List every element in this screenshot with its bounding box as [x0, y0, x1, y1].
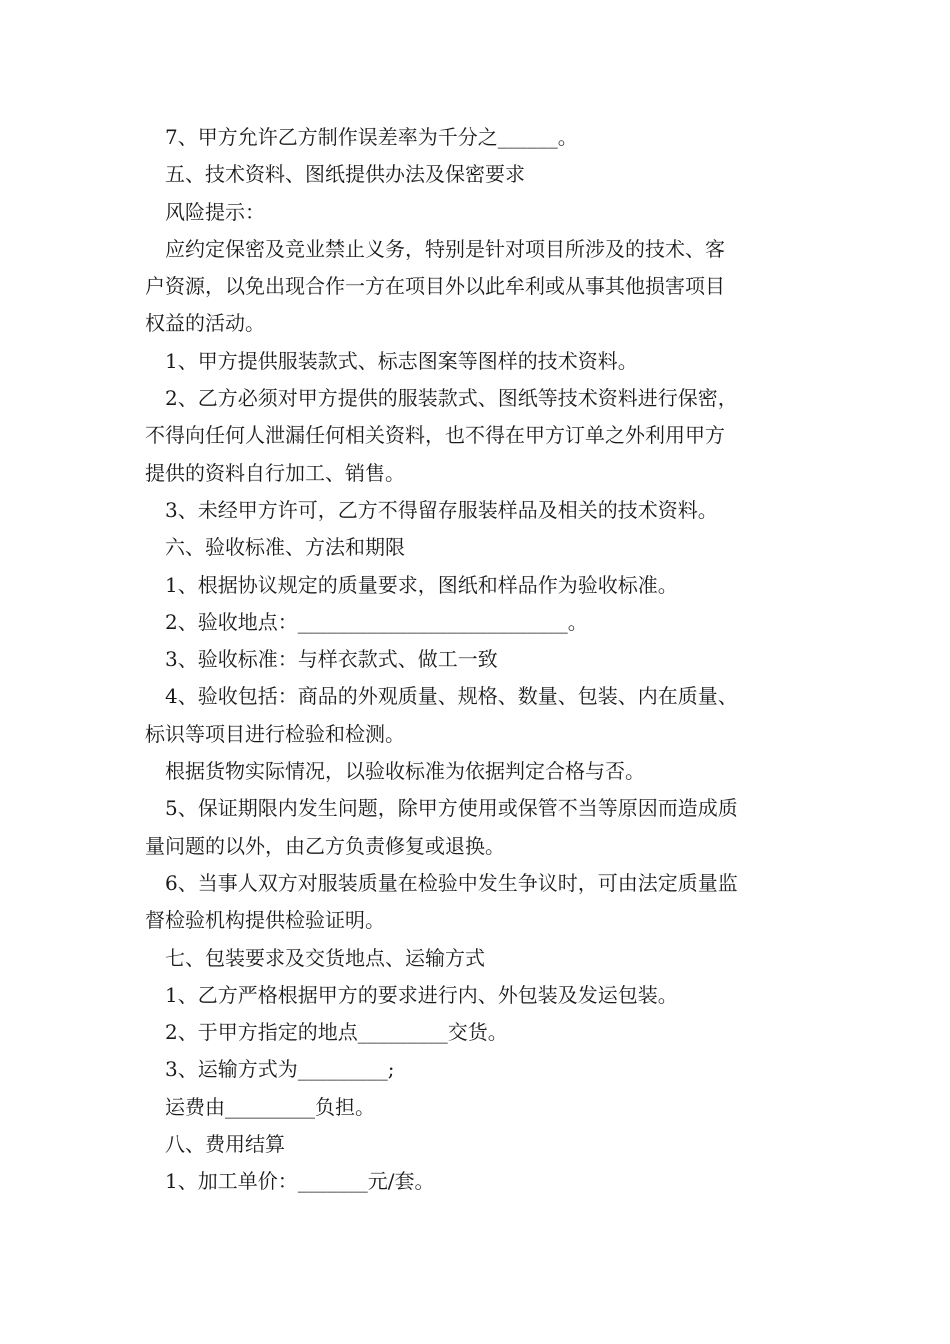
- risk-notice-text-line-1: 应约定保密及竞业禁止义务，特别是针对项目所涉及的技术、客: [165, 236, 725, 261]
- section-8-clause-1: 1、加工单价：_______元/套。: [165, 1169, 435, 1194]
- section-5-clause-2-line-3: 提供的资料自行加工、销售。: [145, 460, 405, 485]
- document-page: [145, 119, 807, 1201]
- risk-notice-text-line-3: 权益的活动。: [145, 311, 265, 336]
- section-6-clause-5-line-2: 量问题的以外，由乙方负责修复或退换。: [145, 833, 505, 858]
- section-7-clause-3: 3、运输方式为_________;: [165, 1057, 395, 1082]
- section-6-clause-5-line-1: 5、保证期限内发生问题，除甲方使用或保管不当等原因而造成质: [165, 796, 738, 821]
- section-6-clause-4-line-2: 标识等项目进行检验和检测。: [145, 721, 405, 746]
- section-7-clause-1: 1、乙方严格根据甲方的要求进行内、外包装及发运包装。: [165, 982, 678, 1007]
- risk-notice-label: 风险提示：: [165, 199, 265, 224]
- section-6-clause-1: 1、根据协议规定的质量要求，图纸和样品作为验收标准。: [165, 572, 678, 597]
- section-6-clause-3: 3、验收标准：与样衣款式、做工一致: [165, 647, 498, 672]
- section-5-heading: 五、技术资料、图纸提供办法及保密要求: [165, 162, 525, 187]
- section-6-clause-6-line-2: 督检验机构提供检验证明。: [145, 908, 385, 933]
- section-7-freight: 运费由_________负担。: [165, 1094, 375, 1119]
- clause-7-tolerance: 7、甲方允许乙方制作误差率为千分之______。: [165, 125, 578, 149]
- section-7-clause-2: 2、于甲方指定的地点_________交货。: [165, 1020, 508, 1045]
- section-6-clause-2: 2、验收地点：___________________________。: [165, 609, 588, 634]
- section-7-heading: 七、包装要求及交货地点、运输方式: [165, 945, 485, 970]
- section-5-clause-2-line-2: 不得向任何人泄漏任何相关资料，也不得在甲方订单之外利用甲方: [145, 423, 725, 448]
- section-5-clause-3: 3、未经甲方许可，乙方不得留存服装样品及相关的技术资料。: [165, 497, 718, 522]
- section-5-clause-1: 1、甲方提供服装款式、标志图案等图样的技术资料。: [165, 348, 638, 373]
- section-6-judgement: 根据货物实际情况，以验收标准为依据判定合格与否。: [165, 759, 645, 784]
- section-6-clause-6-line-1: 6、当事人双方对服装质量在检验中发生争议时，可由法定质量监: [165, 870, 738, 895]
- section-6-clause-4-line-1: 4、验收包括：商品的外观质量、规格、数量、包装、内在质量、: [165, 684, 738, 709]
- risk-notice-text-line-2: 户资源，以免出现合作一方在项目外以此牟利或从事其他损害项目: [145, 274, 725, 299]
- section-5-clause-2-line-1: 2、乙方必须对甲方提供的服装款式、图纸等技术资料进行保密，: [165, 386, 738, 411]
- section-6-heading: 六、验收标准、方法和期限: [165, 535, 405, 560]
- section-8-heading: 八、费用结算: [165, 1132, 285, 1157]
